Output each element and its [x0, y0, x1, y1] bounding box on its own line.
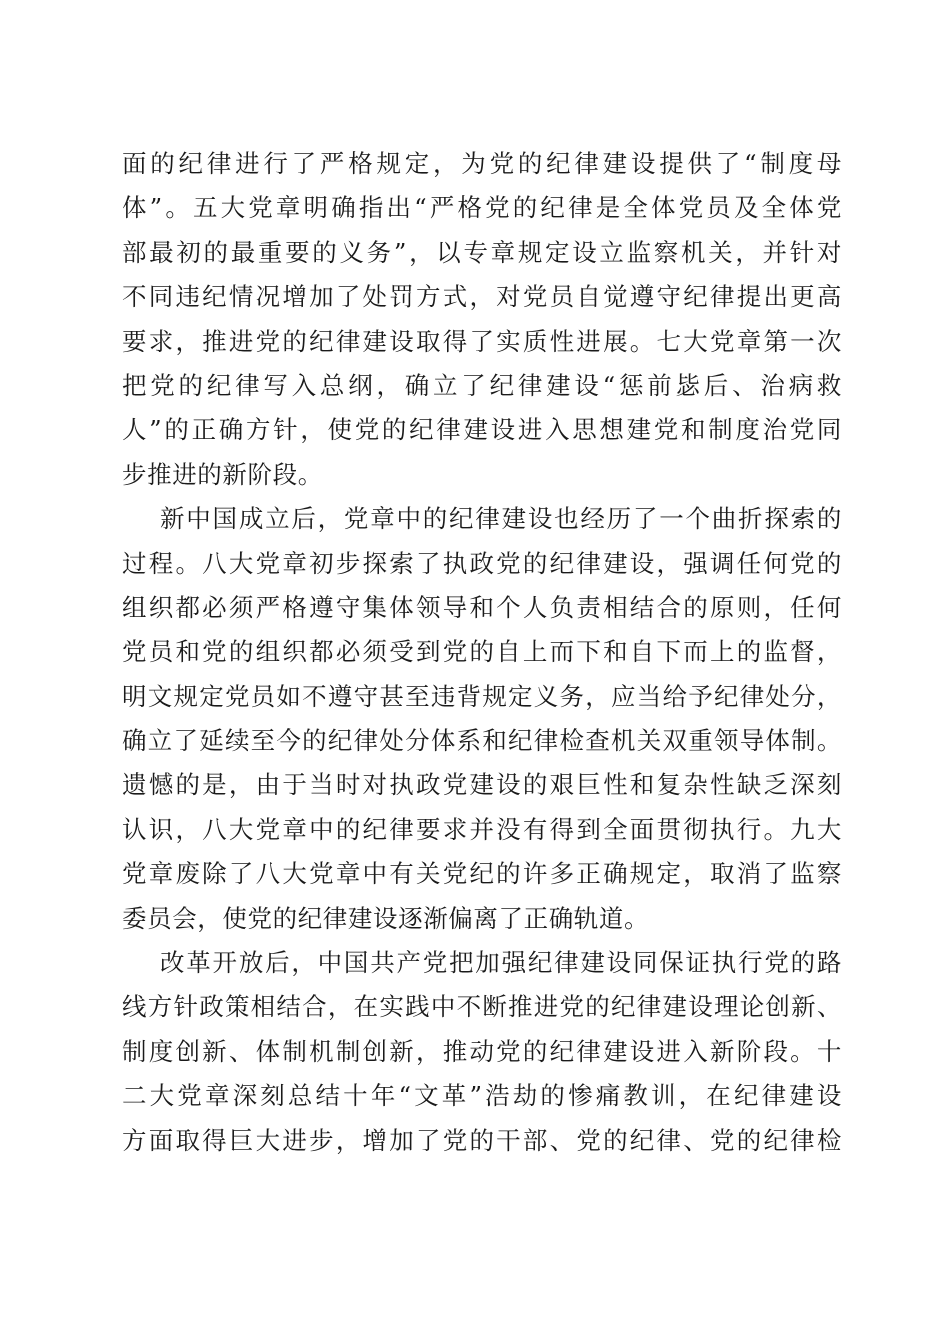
paragraph-3 [122, 941, 842, 1163]
text-line: 方面取得巨大进步，增加了党的干部、党的纪律、党的纪律检 [122, 1125, 842, 1155]
text-line: 把党的纪律写入总纲，确立了纪律建设“惩前毖后、治病救 [122, 370, 842, 400]
text-line: 不同违纪情况增加了处罚方式，对党员自觉遵守纪律提出更高 [122, 282, 842, 312]
paragraph-1 [122, 142, 842, 497]
text-line: 线方针政策相结合，在实践中不断推进党的纪律建设理论创新、 [122, 992, 842, 1022]
text-line: 过程。八大党章初步探索了执政党的纪律建设，强调任何党的 [122, 548, 842, 578]
text-line: 确立了延续至今的纪律处分体系和纪律检查机关双重领导体制。 [122, 726, 842, 756]
text-line: 明文规定党员如不遵守甚至违背规定义务，应当给予纪律处分， [122, 681, 842, 711]
text-line: 委员会，使党的纪律建设逐渐偏离了正确轨道。 [122, 903, 650, 933]
text-line: 组织都必须严格遵守集体领导和个人负责相结合的原则，任何 [122, 592, 842, 622]
text-line: 新中国成立后，党章中的纪律建设也经历了一个曲折探索的 [160, 504, 842, 534]
text-line: 制度创新、体制机制创新，推动党的纪律建设进入新阶段。十 [122, 1036, 842, 1066]
paragraph-2 [122, 497, 842, 941]
text-line: 党员和党的组织都必须受到党的自上而下和自下而上的监督， [122, 637, 842, 667]
text-line: 人”的正确方针，使党的纪律建设进入思想建党和制度治党同 [122, 415, 842, 445]
text-line: 步推进的新阶段。 [122, 459, 323, 489]
text-line: 遗憾的是，由于当时对执政党建设的艰巨性和复杂性缺乏深刻 [122, 770, 842, 800]
text-line: 体”。五大党章明确指出“严格党的纪律是全体党员及全体党 [122, 193, 842, 223]
text-line: 党章废除了八大党章中有关党纪的许多正确规定，取消了监察 [122, 859, 842, 889]
body-text [122, 142, 842, 1163]
text-line: 要求，推进党的纪律建设取得了实质性进展。七大党章第一次 [122, 326, 842, 356]
text-line: 二大党章深刻总结十年“文革”浩劫的惨痛教训，在纪律建设 [122, 1081, 842, 1111]
text-line: 改革开放后，中国共产党把加强纪律建设同保证执行党的路 [160, 948, 842, 978]
text-line: 认识，八大党章中的纪律要求并没有得到全面贯彻执行。九大 [122, 814, 842, 844]
text-line: 面的纪律进行了严格规定，为党的纪律建设提供了“制度母 [122, 149, 842, 178]
text-line: 部最初的最重要的义务”，以专章规定设立监察机关，并针对 [122, 237, 842, 267]
